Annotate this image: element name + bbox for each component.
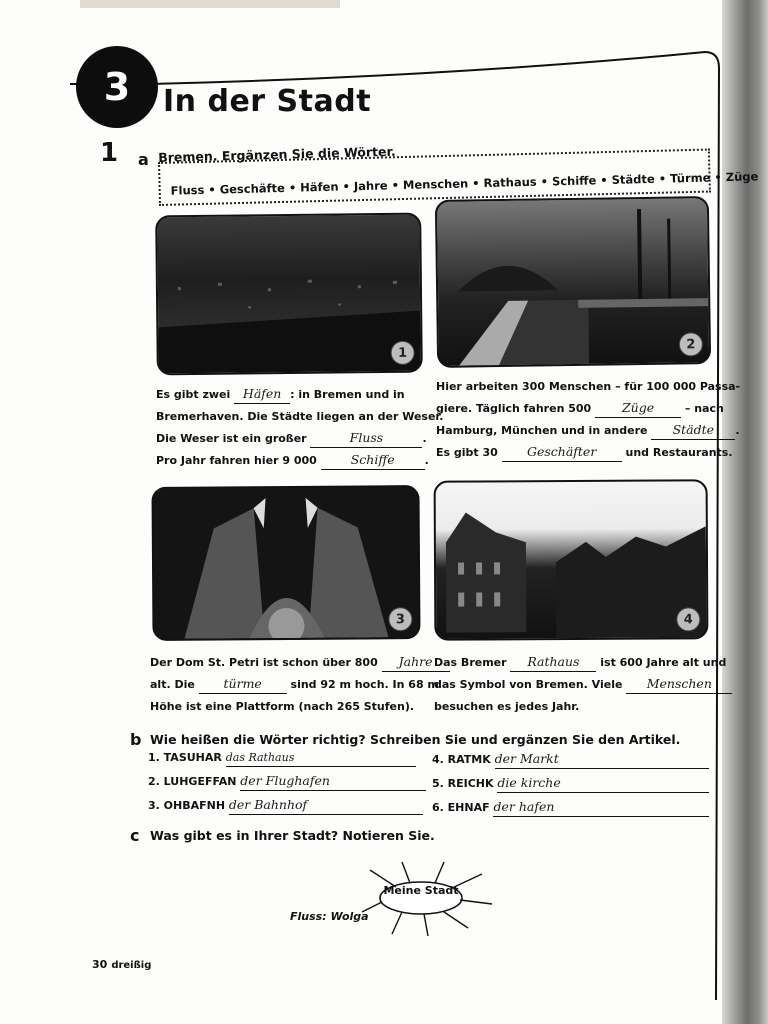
photo-number-2: 2 <box>679 332 703 356</box>
p1-answer-3[interactable]: Schiffe <box>350 452 395 467</box>
p2-answer-1[interactable]: Züge <box>621 400 655 415</box>
paragraph-2 <box>436 376 740 464</box>
p2-text-3a: Hamburg, München und in andere <box>436 424 648 437</box>
b-item-4-answer[interactable]: der Markt <box>494 751 559 766</box>
p1-answer-2[interactable]: Fluss <box>349 430 384 445</box>
task-b-list-left <box>148 746 426 818</box>
p1-text-1a: Es gibt zwei <box>156 388 231 401</box>
b-item-3-answer[interactable]: der Bahnhof <box>228 797 308 812</box>
p2-text-1: Hier arbeiten 300 Menschen – für 100 000 Passa- <box>436 380 741 393</box>
p1-text-3a: Die Weser ist ein großer <box>156 432 307 445</box>
b-item-3-label: 3. OHBAFNH <box>148 799 226 812</box>
p2-text-2a: giere. Täglich fahren 500 <box>436 402 592 415</box>
p2-answer-2[interactable]: Städte <box>672 422 715 437</box>
p4-text-2a: das Symbol von Bremen. Viele <box>434 678 623 691</box>
b-item-6-answer[interactable]: der hafen <box>493 799 555 814</box>
p1-text-2: Bremerhaven. Die Städte liegen an der Weser. <box>156 410 444 423</box>
b-item-1-answer[interactable]: das Rathaus <box>225 751 295 764</box>
mind-map <box>340 860 500 940</box>
chapter-number: 3 <box>103 65 131 109</box>
p2-text-3b: . <box>735 424 740 437</box>
word-list: Fluss • Geschäfte • Häfen • Jahre • Menschen • Rathaus • Schiffe • Städte • Türme • Züge <box>170 169 759 198</box>
paragraph-4 <box>434 652 732 718</box>
p1-text-4a: Pro Jahr fahren hier 9 000 <box>156 454 317 467</box>
exercise-number: 1 <box>100 138 119 168</box>
b-item-1-label: 1. TASUHAR <box>148 751 222 764</box>
photo-train-station <box>435 196 711 368</box>
b-item-5-answer[interactable]: die kirche <box>497 775 561 790</box>
p3-text-3: Höhe ist eine Plattform (nach 265 Stufen). <box>150 700 415 713</box>
chapter-number-badge <box>76 46 158 128</box>
mind-map-center-label: Meine Stadt <box>383 884 459 897</box>
p2-answer-3[interactable]: Geschäfter <box>526 444 597 459</box>
page-number: 30 <box>92 958 108 971</box>
p2-text-2b: – nach <box>684 402 724 415</box>
paragraph-1 <box>156 384 443 472</box>
b-item-5-label: 5. REICHK <box>432 777 494 790</box>
p4-answer-1[interactable]: Rathaus <box>527 654 580 669</box>
p1-text-3b: . <box>422 432 427 445</box>
task-a-letter: a <box>138 150 149 169</box>
p1-text-4b: . <box>424 454 429 467</box>
p1-text-1b: : in Bremen und in <box>290 388 405 401</box>
photo-harbor <box>155 213 423 376</box>
task-a-instruction: Bremen. Ergänzen Sie die Wörter. <box>158 143 396 165</box>
task-b-list-right <box>432 748 709 820</box>
task-b-letter: b <box>130 730 142 749</box>
task-b-instruction: Wie heißen die Wörter richtig? Schreiben Sie und ergänzen Sie den Artikel. <box>150 732 681 747</box>
p4-text-1b: ist 600 Jahre alt und <box>600 656 727 669</box>
page-footer <box>92 958 151 971</box>
b-item-4-label: 4. RATMK <box>432 753 491 766</box>
p1-answer-1[interactable]: Häfen <box>242 386 282 401</box>
p3-text-1a: Der Dom St. Petri ist schon über 800 <box>150 656 378 669</box>
task-c-instruction: Was gibt es in Ihrer Stadt? Notieren Sie. <box>150 828 435 843</box>
photo-number-4: 4 <box>676 607 700 631</box>
p3-text-2a: alt. Die <box>150 678 195 691</box>
p4-answer-2[interactable]: Menschen <box>646 676 712 691</box>
p4-text-3: besuchen es jedes Jahr. <box>434 700 580 713</box>
p2-text-4b: und Restaurants. <box>625 446 733 459</box>
photo-cathedral <box>151 485 420 641</box>
task-c-letter: c <box>130 826 140 845</box>
paragraph-3 <box>150 652 450 718</box>
photo-number-3: 3 <box>388 607 412 631</box>
p4-text-1a: Das Bremer <box>434 656 507 669</box>
mind-map-note[interactable]: Fluss: Wolga <box>290 910 369 923</box>
b-item-2-label: 2. LUHGEFFAN <box>148 775 237 788</box>
p3-answer-1[interactable]: Jahre <box>398 654 433 669</box>
photo-number-1: 1 <box>390 341 414 365</box>
b-item-6-label: 6. EHNAF <box>432 801 490 814</box>
p3-text-2b: sind 92 m hoch. In 68 m <box>290 678 439 691</box>
photo-town-hall <box>434 479 709 640</box>
p3-answer-2[interactable]: türme <box>223 676 262 691</box>
b-item-2-answer[interactable]: der Flughafen <box>240 773 330 788</box>
chapter-title: In der Stadt <box>163 84 372 119</box>
p2-text-4a: Es gibt 30 <box>436 446 498 459</box>
page-word: dreißig <box>111 960 152 971</box>
